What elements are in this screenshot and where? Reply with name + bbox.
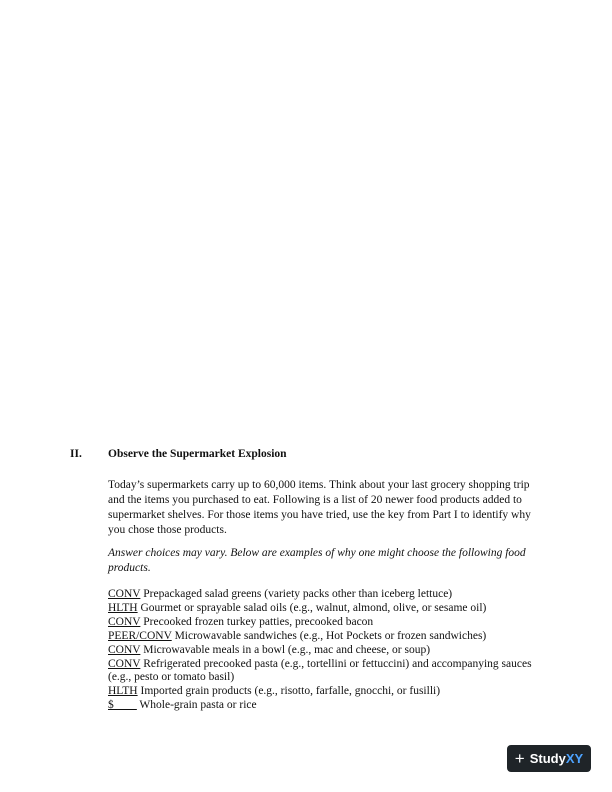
- list-item: [108, 644, 538, 658]
- item-code: $____: [108, 699, 137, 712]
- item-text: Gourmet or sprayable salad oils (e.g., walnut, almond, olive, or sesame oil): [137, 601, 487, 614]
- list-item: [108, 685, 538, 699]
- item-code: CONV: [108, 615, 141, 628]
- plus-icon: +: [514, 749, 525, 768]
- brand-main: Study: [529, 751, 566, 766]
- list-item: [108, 658, 538, 686]
- brand-accent: XY: [565, 751, 584, 766]
- item-code: CONV: [108, 643, 141, 656]
- item-text: Microwavable sandwiches (e.g., Hot Pockets or frozen sandwiches): [171, 629, 487, 642]
- list-item: [108, 616, 538, 630]
- item-text: Refrigerated precooked pasta (e.g., tortellini or fettuccini) and accompanying sauces (e.g., pesto or tomato basil): [108, 657, 532, 684]
- answer-note: Answer choices may vary. Below are examples of why one might choose the following food products.: [108, 547, 526, 574]
- list-item: [108, 602, 538, 616]
- list-item: [108, 699, 538, 713]
- item-text: Precooked frozen turkey patties, precooked bacon: [140, 615, 374, 628]
- item-text: Whole-grain pasta or rice: [136, 699, 257, 712]
- item-text: Prepackaged salad greens (variety packs other than iceberg lettuce): [140, 588, 453, 600]
- section-title: Observe the Supermarket Explosion: [108, 448, 287, 460]
- item-code: CONV: [108, 657, 141, 670]
- item-code: PEER/CONV: [108, 629, 172, 642]
- section-number: II.: [70, 448, 82, 460]
- item-text: Imported grain products (e.g., risotto, farfalle, gnocchi, or fusilli): [137, 685, 441, 698]
- item-text: Microwavable meals in a bowl (e.g., mac and cheese, or soup): [140, 643, 431, 656]
- studyxy-watermark[interactable]: [507, 745, 591, 772]
- list-item: [108, 630, 538, 644]
- list-item: [108, 588, 538, 602]
- intro-paragraph: Today’s supermarkets carry up to 60,000 items. Think about your last grocery shopping trip and the items you purchased to eat. Following is a list of 20 newer food products added to supermarket shelves. For those items you have tried, use the key from Part I to identify why you chose those products.: [108, 479, 531, 536]
- food-product-list: [108, 588, 538, 713]
- item-code: HLTH: [108, 601, 138, 614]
- item-code: HLTH: [108, 685, 138, 698]
- item-code: CONV: [108, 588, 141, 600]
